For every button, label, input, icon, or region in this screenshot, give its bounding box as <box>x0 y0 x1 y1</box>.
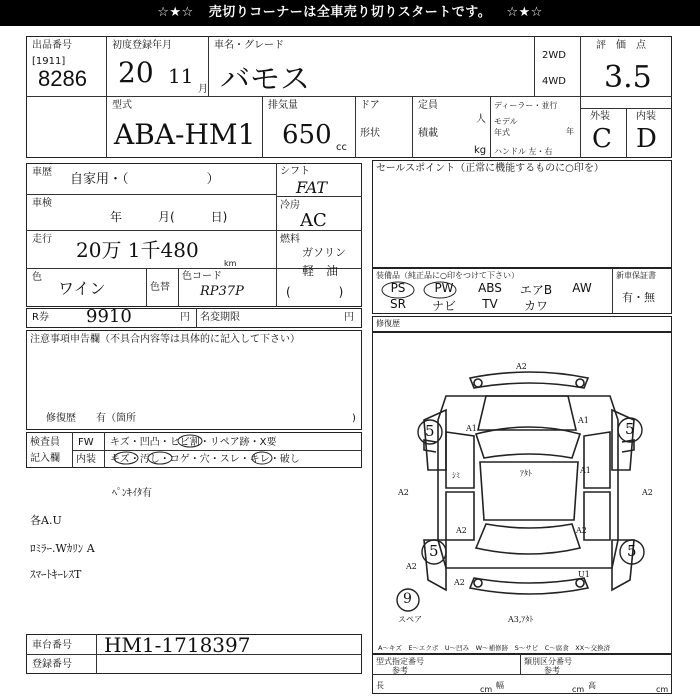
inspector-label-2: 記入欄 <box>30 453 60 464</box>
ref-label-1: 参考 <box>392 666 408 675</box>
sales-label: セールスポイント（正常に機能するものに○印を） <box>376 163 604 174</box>
disp-label: 排気量 <box>268 100 298 111</box>
year-unit: 年 <box>566 127 574 136</box>
ref-label-2: 参考 <box>544 666 560 675</box>
fuel-hand: ガソリン <box>302 246 346 259</box>
mark-a2-left-door: A2 <box>456 526 467 535</box>
model-year-label: モデル 年式 <box>494 117 518 137</box>
cls-label: 類別区分番号 <box>524 657 572 666</box>
fuel-paren: ( ) <box>286 285 344 299</box>
banner-stars-left: ☆★☆ <box>157 5 194 20</box>
inspector-note-4: ｽﾏｰﾄｷｰﾚｽT <box>30 568 82 581</box>
color-code-label: 色コード <box>182 271 222 282</box>
month-unit: 月 <box>198 84 208 95</box>
lot-label: 出品番号 <box>32 40 72 51</box>
inspector-note-2: 各A.U <box>30 514 62 527</box>
int-grade: D <box>636 124 657 154</box>
km-unit: km <box>224 259 237 268</box>
person-unit: 人 <box>476 114 486 125</box>
mark-a2-top: A2 <box>516 362 527 371</box>
history-label: 車歴 <box>32 167 52 178</box>
chassis-value: HM1-1718397 <box>104 633 251 657</box>
equipment-item-1-2: TV <box>482 297 498 311</box>
ac-value: AC <box>300 210 327 231</box>
tire-rear-left: 5 <box>429 542 439 560</box>
shift-value: FAT <box>296 178 328 197</box>
width-label: 幅 <box>496 681 504 690</box>
mark-a1-left: A1 <box>466 424 477 433</box>
disp-value: 650 <box>282 120 332 150</box>
shape-label: 形状 <box>360 128 380 139</box>
model-value: ABA-HM1 <box>114 118 256 151</box>
equipment-item-1-0: SR <box>390 297 406 311</box>
load-label: 積載 <box>418 128 438 139</box>
score-value: 3.5 <box>604 60 652 95</box>
equipment-item-0-1: PW <box>434 281 454 295</box>
cap-label: 定員 <box>418 100 438 111</box>
tax-yen: 円 <box>344 312 354 323</box>
wd4-label: 4WD <box>542 76 566 87</box>
color-swap-label: 色替 <box>150 282 170 293</box>
ext-grade: C <box>592 124 612 154</box>
chassis-label: 車台番号 <box>32 640 72 651</box>
lot-code: [1911] <box>32 56 66 67</box>
mark-a2-rear-left: A2 <box>454 578 465 587</box>
inspector-note-3: ﾛﾐﾗｰ.Wｶﾘﾝ A <box>30 542 95 555</box>
recycle-value: 9910 <box>86 306 132 327</box>
tire-rear-right: 5 <box>627 542 637 560</box>
mark-a3-rear: A3,ｱﾀﾄ <box>508 615 534 624</box>
wd2-label: 2WD <box>542 50 566 61</box>
model-label: 型式 <box>112 100 132 111</box>
fw-items: キズ・凹凸・ヒビ割・リペア跡・X要 <box>110 437 277 448</box>
mileage-value: 20万 1千480 <box>76 238 199 262</box>
handle-label: ハンドル 左・右 <box>494 147 553 156</box>
int-items: キズ・汚し・コゲ・穴・スレ・キレ・破し <box>110 454 300 465</box>
reg-month: 11 <box>168 64 194 88</box>
height-label: 高 <box>588 681 596 690</box>
color-label: 色 <box>32 272 42 283</box>
fuel-label: 燃料 <box>280 234 300 245</box>
recycle-label: R券 <box>32 312 49 323</box>
mark-a2-rear-fender: A2 <box>406 562 417 571</box>
mark-a1-right-1: A1 <box>578 416 589 425</box>
equipment-item-1-3: カワ <box>523 299 548 313</box>
spare-label: スペア <box>398 615 422 624</box>
mark-atato: ｱﾀﾄ <box>520 469 532 478</box>
cm-3: cm <box>656 685 669 694</box>
equipment-item-0-4: AW <box>572 281 592 295</box>
shift-label: シフト <box>280 166 310 177</box>
ext-label: 外装 <box>590 111 610 122</box>
fw-label: FW <box>78 437 94 448</box>
cc-unit: cc <box>336 142 347 153</box>
notes-label: 注意事項申告欄（不具合内容等は具体的に記入して下さい） <box>30 334 300 345</box>
fuel-diesel: 軽 油 <box>302 264 339 278</box>
tire-front-left: 5 <box>425 422 435 440</box>
recycle-yen: 円 <box>180 312 190 323</box>
mark-shimi: ｼﾐ <box>452 471 460 480</box>
mark-a2-left-side: A2 <box>398 488 409 497</box>
mark-a1-right-2: A1 <box>580 466 591 475</box>
banner-stars-right: ☆★☆ <box>506 5 543 20</box>
inspector-note-1: ﾍﾟﾝｷｲﾀ有 <box>112 488 152 499</box>
first-reg-label: 初度登録年月 <box>112 40 172 51</box>
shaken-value: 年 月( 日) <box>110 210 228 224</box>
mark-u1: U1 <box>578 570 590 579</box>
ac-label: 冷房 <box>280 200 300 211</box>
score-label: 評 価 点 <box>596 40 646 51</box>
history-value: 自家用・（ ） <box>70 172 220 187</box>
banner-text: 売切りコーナーは全車売り切りスタートです。 <box>208 5 492 20</box>
mileage-label: 走行 <box>32 234 52 245</box>
rep-label: 型式指定番号 <box>376 657 424 666</box>
lot-number: 8286 <box>38 66 87 91</box>
equipment-item-0-2: ABS <box>478 281 502 295</box>
repair-label: 修復歴 有（箇所 <box>46 413 136 424</box>
equipment-item-0-3: エアB <box>519 283 553 297</box>
mark-a2-right-side: A2 <box>642 488 653 497</box>
kg-unit: kg <box>474 145 487 156</box>
tire-front-right: 5 <box>625 420 635 438</box>
dealer-label: ディーラー・並行 <box>494 101 558 110</box>
shaken-label: 車検 <box>32 198 52 209</box>
diagram-legend: A～キズ E～エクボ U～凹み W～補修跡 S～サビ C～腐食 XX～交換済 <box>378 644 611 652</box>
tax-label: 名変期限 <box>200 312 240 323</box>
repair-box-label: 修復歴 <box>376 319 400 328</box>
reg-num-label: 登録番号 <box>32 659 72 670</box>
equipment-item-1-1: ナビ <box>431 299 456 313</box>
repair-paren: ) <box>352 413 356 424</box>
car-name-label: 車名・グレード <box>214 40 284 51</box>
mark-a2-right-door: A2 <box>576 526 587 535</box>
inspector-label-1: 検査員 <box>30 437 60 448</box>
new-warranty-label: 新車保証書 <box>616 271 656 280</box>
equipment-item-0-0: PS <box>390 281 406 295</box>
length-label: 長 <box>376 681 384 690</box>
door-label: ドア <box>360 100 380 111</box>
cm-1: cm <box>480 685 493 694</box>
color-value: ワイン <box>58 279 106 298</box>
spare-value: 9 <box>403 591 412 607</box>
reg-year: 20 <box>118 56 154 89</box>
equipment-label: 装備品（純正品に○印をつけて下さい） <box>376 271 519 280</box>
car-name: バモス <box>220 62 310 97</box>
new-warranty-value: 有・無 <box>622 291 655 304</box>
color-code-value: RP37P <box>200 284 244 299</box>
int-label: 内装 <box>636 111 656 122</box>
cm-2: cm <box>572 685 585 694</box>
int-row-label: 内装 <box>76 454 96 465</box>
